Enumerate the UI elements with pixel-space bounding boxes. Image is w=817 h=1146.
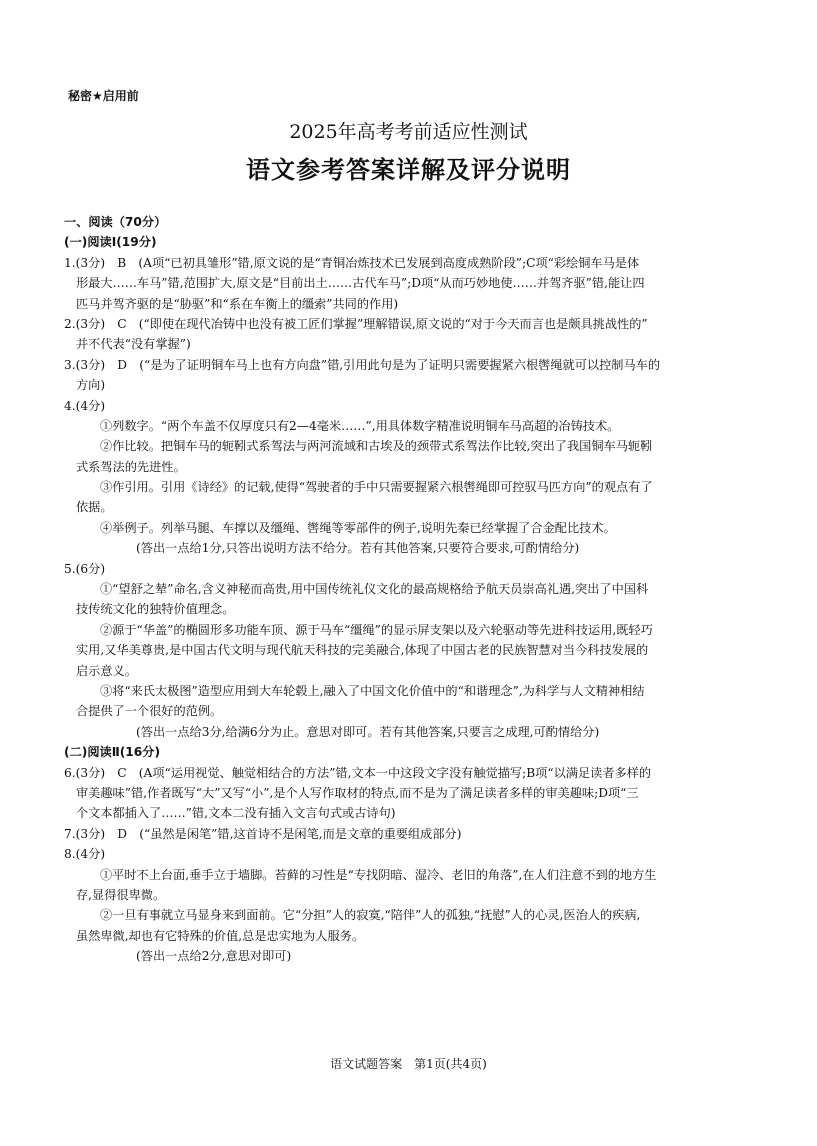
answer-point: ②源于“华盖”的椭圆形多功能车顶、源于马车“缰绳”的显示屏支架以及六轮驱动等先进科技运用,既轻巧: [100, 622, 653, 637]
continuation-line: 匹马并驾齐驱的是“胁驱”和“系在车衡上的缰索”共同的作用): [76, 296, 399, 311]
scoring-note: (答出一点给2分,意思对即可): [136, 949, 292, 964]
secret-label: 秘密★启用前: [68, 89, 139, 103]
answer-point: ②一旦有事就立马显身来到面前。它“分担”人的寂寞,“陪伴”人的孤独,“抚慰”人的心灵,医治人的疾病,: [100, 908, 641, 923]
page-title: 2025年高考考前适应性测试: [289, 121, 528, 143]
question-line: 8.(4分): [64, 847, 106, 862]
question-line: 4.(4分): [64, 398, 106, 413]
question-line: 7.(3分) D (“虽然是闲笔”错,这首诗不是闲笔,而是文章的重要组成部分): [64, 826, 462, 841]
continuation-line: 个文本都插入了……”错,文本二没有插入文言句式或古诗句): [76, 806, 396, 821]
answer-point: ①列数字。“两个车盖不仅厚度只有2—4毫米……”,用具体数字精准说明铜车马高超的冶铸技术。: [100, 418, 620, 433]
continuation-line: 形最大……车马”错,范围扩大,原文是“目前出土……古代车马”;D项“从而巧妙地使……并驾齐驱”错,能让四: [76, 276, 645, 291]
scoring-note: (答出一点给1分,只答出说明方法不给分。若有其他答案,只要符合要求,可酌情给分): [136, 541, 580, 556]
answer-point: ②作比较。把铜车马的轭靷式系驾法与两河流域和古埃及的颈带式系驾法作比较,突出了我国铜车马轭靷: [100, 439, 653, 454]
continuation-line: 启示意义。: [76, 663, 137, 678]
subsection-heading: (二)阅读Ⅱ(16分): [64, 745, 161, 760]
continuation-line: 虽然卑微,却也有它特殊的价值,总是忠实地为人服务。: [76, 928, 365, 943]
answer-point: ①“望舒之辇”命名,含义神秘而高贵,用中国传统礼仪文化的最高规格给予航天员崇高礼遇,突出了中国科: [100, 582, 649, 597]
scoring-note: (答出一点给3分,给满6分为止。意思对即可。若有其他答案,只要言之成理,可酌情给分): [136, 724, 600, 739]
continuation-line: 审美趣味”错,作者既写“大”又写“小”,是个人写作取材的特点,而不是为了满足读者多样的审美趣味;D项“三: [76, 785, 639, 800]
continuation-line: 方向): [76, 378, 106, 393]
continuation-line: 并不代表“没有掌握”): [76, 337, 191, 352]
question-line: 3.(3分) D (“是为了证明铜车马上也有方向盘”错,引用此句是为了证明只需要握紧六根辔绳就可以控制马车的: [64, 357, 661, 372]
answer-content: [64, 212, 764, 966]
answer-point: ③将“来氏太极图”造型应用到大车轮毂上,融入了中国文化价值中的“和谐理念”,为科学与人文精神相结: [100, 683, 645, 698]
continuation-line: 存,显得很卑微。: [76, 887, 166, 902]
question-line: 1.(3分) B (A项“已初具雏形”错,原文说的是“青铜冶炼技术已发展到高度成熟阶段”;C项“彩绘铜车马是体: [64, 255, 640, 270]
page-footer: 语文试题答案 第1页(共4页): [330, 1057, 487, 1071]
continuation-line: 实用,又华美尊贵,是中国古代文明与现代航天科技的完美融合,体现了中国古老的民族智慧对当今科技发展的: [76, 643, 649, 658]
answer-point: ④举例子。列举马腿、车撑以及缰绳、辔绳等零部件的例子,说明先秦已经掌握了合金配比技术。: [100, 520, 616, 535]
subsection-heading: (一)阅读Ⅰ(19分): [64, 235, 157, 250]
continuation-line: 技传统文化的独特价值理念。: [76, 602, 235, 617]
question-line: 5.(6分): [64, 561, 106, 576]
answer-point: ①平时不上台面,垂手立于墙脚。苔藓的习性是“专找阴暗、湿冷、老旧的角落”,在人们注意不到的地方生: [100, 867, 657, 882]
question-line: 6.(3分) C (A项“运用视觉、触觉相结合的方法”错,文本一中这段文字没有触觉描写;B项“以满足读者多样的: [64, 765, 652, 780]
question-line: 2.(3分) C (“即使在现代冶铸中也没有被工匠们掌握”理解错误,原文说的“对于今天而言也是颇具挑战性的”: [64, 316, 648, 331]
section-heading: 一、阅读（70分）: [64, 215, 167, 229]
page-subtitle: 语文参考答案详解及评分说明: [246, 156, 571, 184]
continuation-line: 式系驾法的先进性。: [76, 459, 186, 474]
continuation-line: 依据。: [76, 500, 113, 515]
answer-point: ③作引用。引用《诗经》的记载,使得“驾驶者的手中只需要握紧六根辔绳即可控驭马匹方向”的观点有了: [100, 480, 653, 495]
continuation-line: 合提供了一个很好的范例。: [76, 704, 223, 719]
